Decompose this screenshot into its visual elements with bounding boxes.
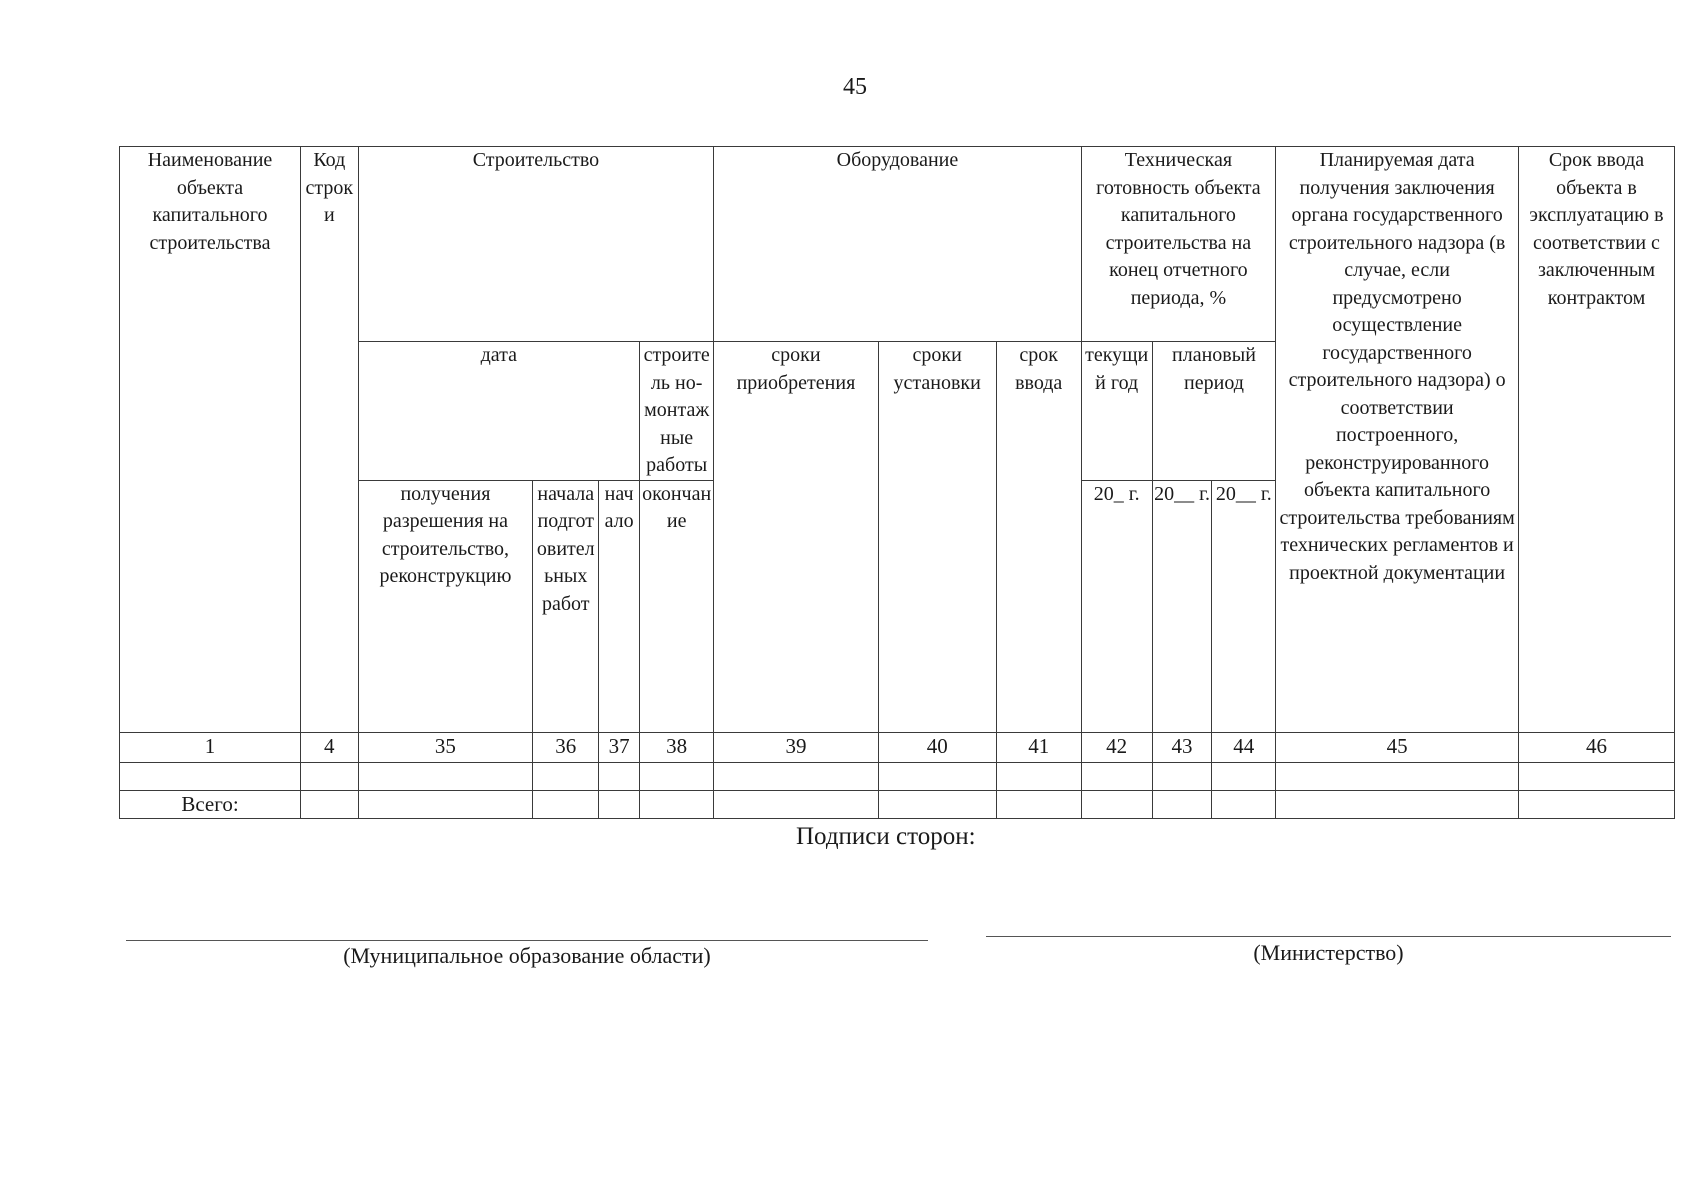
header-end: окончание bbox=[640, 480, 714, 732]
empty-cell bbox=[1152, 790, 1212, 819]
header-construction-works: строитель но-монтажные работы bbox=[640, 342, 714, 481]
header-acquisition-terms: сроки приобретения bbox=[714, 342, 878, 733]
header-year-current: 20_ г. bbox=[1081, 480, 1152, 732]
signature-caption-municipality: (Муниципальное образование области) bbox=[343, 943, 711, 968]
column-numbers-row bbox=[120, 732, 1675, 762]
empty-cell bbox=[599, 790, 640, 819]
header-equipment: Оборудование bbox=[714, 147, 1081, 342]
total-label: Всего: bbox=[120, 790, 301, 819]
empty-cell bbox=[301, 762, 359, 790]
header-prep-start: начала подготовительных работ bbox=[533, 480, 599, 732]
empty-data-row bbox=[120, 762, 1675, 790]
empty-cell bbox=[1152, 762, 1212, 790]
column-number: 4 bbox=[301, 732, 359, 762]
column-number: 35 bbox=[358, 732, 533, 762]
empty-cell bbox=[533, 790, 599, 819]
empty-cell bbox=[1518, 790, 1674, 819]
header-year-plan-2: 20__ г. bbox=[1212, 480, 1276, 732]
empty-cell bbox=[1212, 762, 1276, 790]
empty-cell bbox=[714, 762, 878, 790]
signature-line-ministry bbox=[986, 936, 1671, 937]
empty-cell bbox=[1276, 762, 1519, 790]
empty-cell bbox=[1081, 790, 1152, 819]
empty-cell bbox=[878, 762, 996, 790]
column-number: 40 bbox=[878, 732, 996, 762]
header-planned-date: Планируемая дата получения заключения органа государственного строительного надзора (в случае, если предусмотрено осуществление государственного строительного надзора) о соответствии построенного, реконструированного объекта капитального строительства требованиям технических регламентов и проектной документации bbox=[1276, 147, 1519, 733]
empty-cell bbox=[878, 790, 996, 819]
empty-cell bbox=[358, 790, 533, 819]
header-tech-readiness: Техническая готовность объекта капитального строительства на конец отчетного периода, % bbox=[1081, 147, 1276, 342]
column-number: 44 bbox=[1212, 732, 1276, 762]
column-number: 36 bbox=[533, 732, 599, 762]
header-year-plan-1: 20__ г. bbox=[1152, 480, 1212, 732]
header-planned-period: плановый период bbox=[1152, 342, 1276, 481]
header-construction: Строительство bbox=[358, 147, 714, 342]
header-row-code: Код строки bbox=[301, 147, 359, 733]
empty-cell bbox=[1081, 762, 1152, 790]
column-number: 46 bbox=[1518, 732, 1674, 762]
total-row bbox=[120, 790, 1675, 819]
column-number: 42 bbox=[1081, 732, 1152, 762]
signatures-title: Подписи сторон: bbox=[796, 823, 976, 850]
column-number: 43 bbox=[1152, 732, 1212, 762]
empty-cell bbox=[599, 762, 640, 790]
empty-cell bbox=[996, 790, 1081, 819]
column-number: 38 bbox=[640, 732, 714, 762]
column-number: 45 bbox=[1276, 732, 1519, 762]
report-table bbox=[119, 146, 1675, 819]
empty-cell bbox=[358, 762, 533, 790]
header-object-name: Наименование объекта капитального строительства bbox=[120, 147, 301, 733]
empty-cell bbox=[1212, 790, 1276, 819]
header-commissioning: срок ввода bbox=[996, 342, 1081, 733]
signature-line-municipality bbox=[126, 940, 928, 941]
header-current-year: текущий год bbox=[1081, 342, 1152, 481]
header-start: начало bbox=[599, 480, 640, 732]
column-number: 37 bbox=[599, 732, 640, 762]
empty-cell bbox=[120, 762, 301, 790]
empty-cell bbox=[301, 790, 359, 819]
empty-cell bbox=[640, 790, 714, 819]
empty-cell bbox=[714, 790, 878, 819]
column-number: 39 bbox=[714, 732, 878, 762]
page-number: 45 bbox=[843, 74, 867, 100]
header-date: дата bbox=[358, 342, 639, 481]
header-permit-date: получения разрешения на строительство, реконструкцию bbox=[358, 480, 533, 732]
empty-cell bbox=[996, 762, 1081, 790]
empty-cell bbox=[640, 762, 714, 790]
column-number: 41 bbox=[996, 732, 1081, 762]
empty-cell bbox=[1518, 762, 1674, 790]
signature-caption-ministry: (Министерство) bbox=[1253, 940, 1404, 965]
empty-cell bbox=[533, 762, 599, 790]
header-commissioning-term: Срок ввода объекта в эксплуатацию в соответствии с заключенным контрактом bbox=[1518, 147, 1674, 733]
header-installation-terms: сроки установки bbox=[878, 342, 996, 733]
column-number: 1 bbox=[120, 732, 301, 762]
empty-cell bbox=[1276, 790, 1519, 819]
